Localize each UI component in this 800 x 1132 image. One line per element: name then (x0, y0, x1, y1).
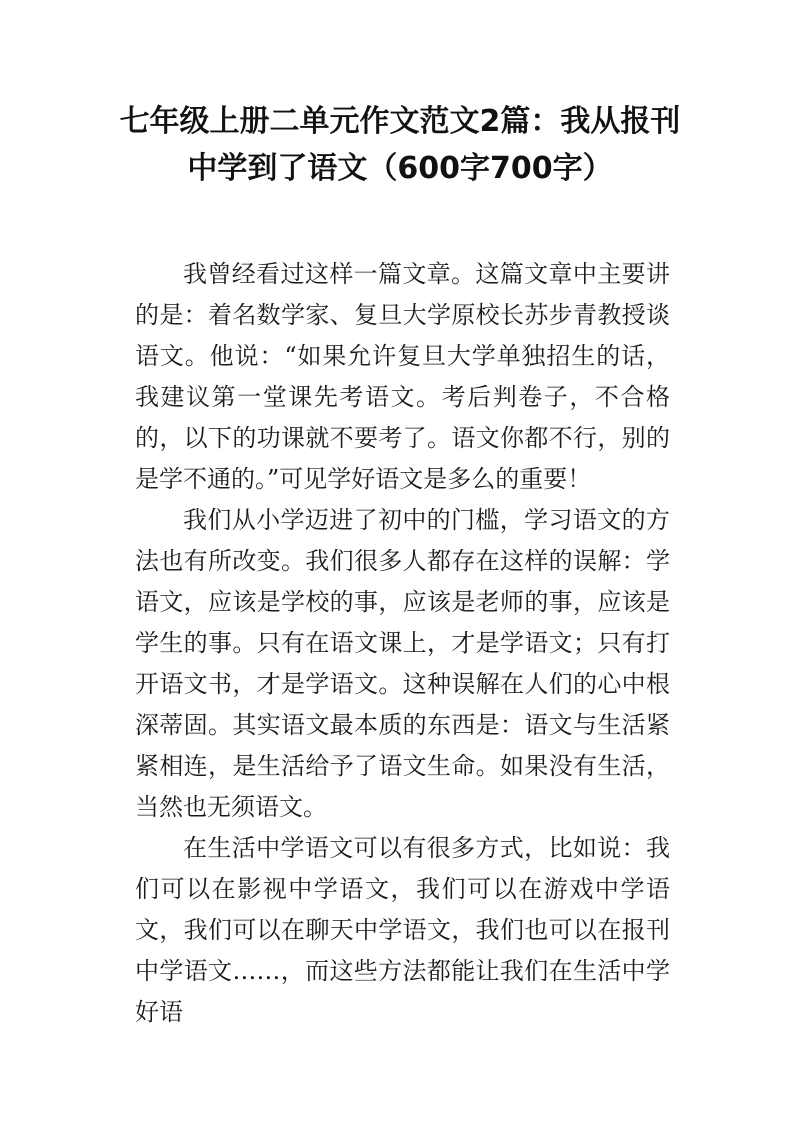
paragraph-1: 我曾经看过这样一篇文章。这篇文章中主要讲的是：着名数学家、复旦大学原校长苏步青教授谈语文。他说：“如果允许复旦大学单独招生的话，我建议第一堂课先考语文。考后判卷子，不合格的，以下的功课就不要考了。语文你都不行，别的是学不通的。”可见学好语文是多么的重要！ (135, 260, 670, 493)
document-body (135, 254, 670, 1033)
document-title: 七年级上册二单元作文范文2篇：我从报刊中学到了语文（600字700字） (119, 104, 681, 186)
paragraph-2: 我们从小学迈进了初中的门槛，学习语文的方法也有所改变。我们很多人都存在这样的误解：学语文，应该是学校的事，应该是老师的事，应该是学生的事。只有在语文课上，才是学语文；只有打开语文书，才是学语文。这种误解在人们的心中根深蒂固。其实语文最本质的东西是：语文与生活紧紧相连，是生活给予了语文生命。如果没有生活，当然也无须语文。 (135, 506, 670, 821)
paragraph-3: 在生活中学语文可以有很多方式，比如说：我们可以在影视中学语文，我们可以在游戏中学语文，我们可以在聊天中学语文，我们也可以在报刊中学语文……，而这些方法都能让我们在生活中学好语 (135, 834, 670, 1026)
